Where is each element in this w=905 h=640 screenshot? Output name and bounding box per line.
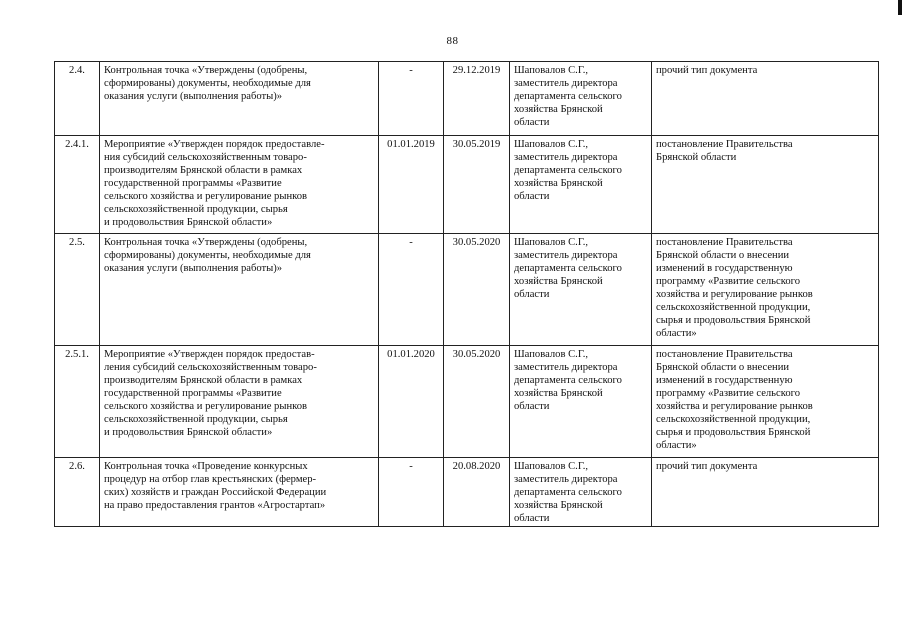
plan-table bbox=[54, 61, 879, 527]
table-row bbox=[55, 458, 879, 527]
row-start-date: - bbox=[379, 234, 444, 346]
row-title: Контрольная точка «Проведение конкурсных процедур на отбор глав крестьянских (фермер- ских) хозяйств и граждан Российской Федерации на право предоставления грантов «Агростартап» bbox=[100, 458, 379, 527]
row-title: Контрольная точка «Утверждены (одобрены, сформированы) документы, необходимые для оказания услуги (выполнения работы)» bbox=[100, 234, 379, 346]
row-number: 2.6. bbox=[55, 458, 100, 527]
row-document-type: постановление Правительства Брянской области bbox=[652, 136, 879, 234]
row-number: 2.4. bbox=[55, 62, 100, 136]
row-title: Мероприятие «Утвержден порядок предоставле- ния субсидий сельскохозяйственным товаро- производителям Брянской области в рамках государственной программы «Развитие сельского хозяйства и регулирование рынков сельскохозяйственной продукции, сырья и продовольствия Брянской области» bbox=[100, 136, 379, 234]
row-responsible: Шаповалов С.Г., заместитель директора департамента сельского хозяйства Брянской области bbox=[510, 62, 652, 136]
row-number: 2.5. bbox=[55, 234, 100, 346]
table-row bbox=[55, 62, 879, 136]
row-document-type: прочий тип документа bbox=[652, 458, 879, 527]
row-end-date: 30.05.2019 bbox=[444, 136, 510, 234]
row-start-date: - bbox=[379, 62, 444, 136]
row-end-date: 20.08.2020 bbox=[444, 458, 510, 527]
row-responsible: Шаповалов С.Г., заместитель директора департамента сельского хозяйства Брянской области bbox=[510, 136, 652, 234]
row-responsible: Шаповалов С.Г., заместитель директора департамента сельского хозяйства Брянской области bbox=[510, 346, 652, 458]
page-number: 88 bbox=[446, 35, 459, 47]
row-document-type: постановление Правительства Брянской области о внесении изменений в государственную программу «Развитие сельского хозяйства и регулирование рынков сельскохозяйственной продукции, сырья и продовольствия Брянской области» bbox=[652, 346, 879, 458]
row-end-date: 30.05.2020 bbox=[444, 234, 510, 346]
row-number: 2.5.1. bbox=[55, 346, 100, 458]
scan-edge-mark bbox=[898, 0, 902, 15]
table-row bbox=[55, 234, 879, 346]
row-title: Мероприятие «Утвержден порядок предостав- ления субсидий сельскохозяйственным товаро- производителям Брянской области в рамках государственной программы «Развитие сельского хозяйства и регулирование рынков сельскохозяйственной продукции, сырья и продовольствия Брянской области» bbox=[100, 346, 379, 458]
row-responsible: Шаповалов С.Г., заместитель директора департамента сельского хозяйства Брянской области bbox=[510, 458, 652, 527]
row-end-date: 30.05.2020 bbox=[444, 346, 510, 458]
row-title: Контрольная точка «Утверждены (одобрены, сформированы) документы, необходимые для оказания услуги (выполнения работы)» bbox=[100, 62, 379, 136]
row-document-type: постановление Правительства Брянской области о внесении изменений в государственную программу «Развитие сельского хозяйства и регулирование рынков сельскохозяйственной продукции, сырья и продовольствия Брянской области» bbox=[652, 234, 879, 346]
row-end-date: 29.12.2019 bbox=[444, 62, 510, 136]
row-number: 2.4.1. bbox=[55, 136, 100, 234]
row-start-date: 01.01.2020 bbox=[379, 346, 444, 458]
row-document-type: прочий тип документа bbox=[652, 62, 879, 136]
row-responsible: Шаповалов С.Г., заместитель директора департамента сельского хозяйства Брянской области bbox=[510, 234, 652, 346]
row-start-date: - bbox=[379, 458, 444, 527]
table-row bbox=[55, 346, 879, 458]
row-start-date: 01.01.2019 bbox=[379, 136, 444, 234]
table-row bbox=[55, 136, 879, 234]
